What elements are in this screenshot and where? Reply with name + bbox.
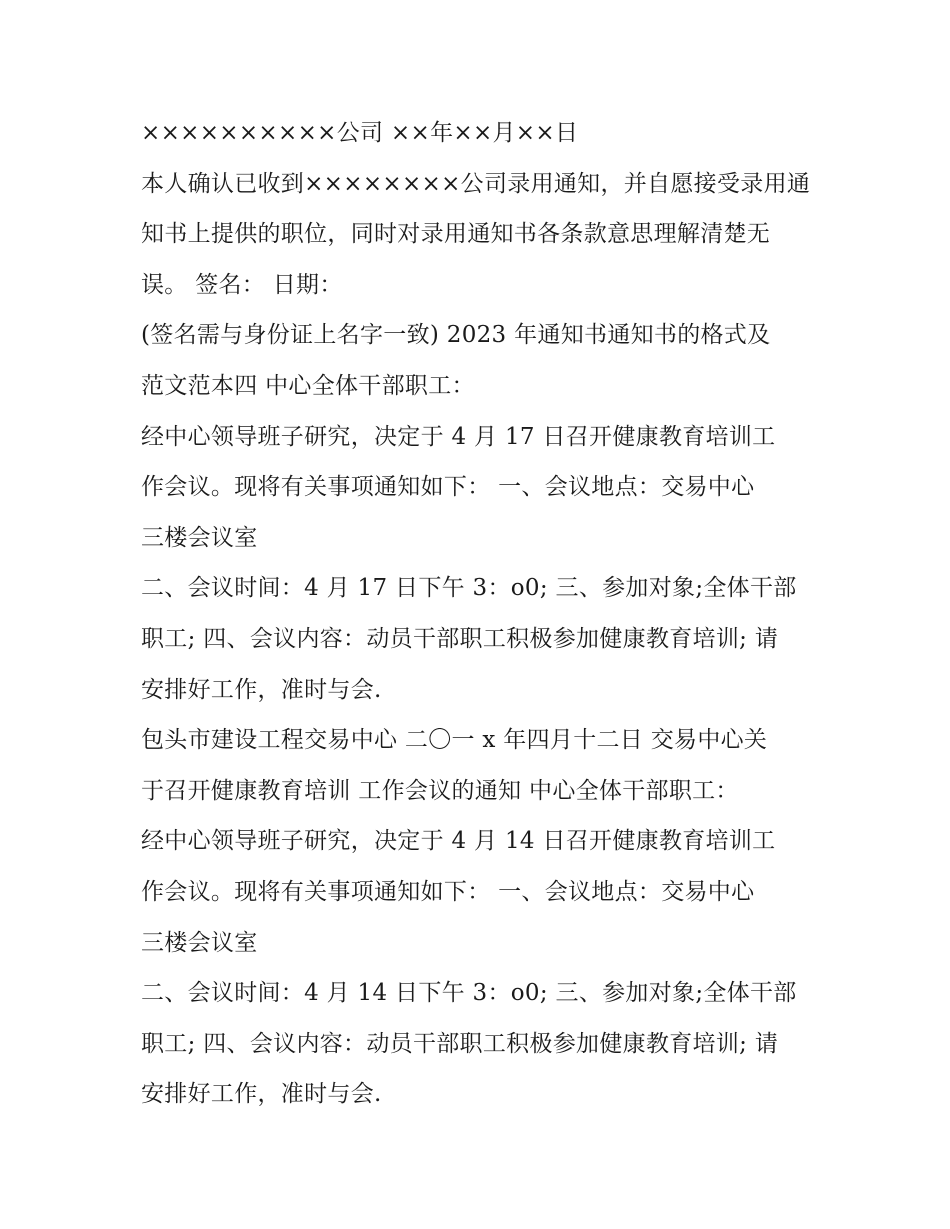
text-line: 安排好工作，准时与会. bbox=[141, 1081, 382, 1108]
text-line: 于召开健康教育培训 工作会议的通知 中心全体干部职工： bbox=[141, 777, 739, 804]
text-line: 误。 签名： 日期： bbox=[141, 271, 343, 298]
text-line: (签名需与身份证上名字一致) 2023 年通知书通知书的格式及 bbox=[141, 322, 771, 349]
text-line: 职工; 四、会议内容：动员干部职工积极参加健康教育培训; 请 bbox=[141, 625, 779, 652]
text-line: 经中心领导班子研究，决定于 4 月 17 日召开健康教育培训工 bbox=[141, 423, 776, 450]
text-line: ××××××××××公司 ××年××月××日 bbox=[141, 120, 579, 146]
text-line: 二、会议时间：4 月 14 日下午 3：o0; 三、参加对象;全体干部 bbox=[141, 980, 797, 1007]
text-line: 安排好工作，准时与会. bbox=[141, 676, 382, 703]
text-line: 三楼会议室 bbox=[141, 929, 258, 956]
text-line: 职工; 四、会议内容：动员干部职工积极参加健康教育培训; 请 bbox=[141, 1030, 779, 1057]
text-line: 三楼会议室 bbox=[141, 524, 258, 551]
document-body bbox=[141, 108, 821, 1120]
text-line: 作会议。现将有关事项通知如下： 一、会议地点：交易中心 bbox=[141, 878, 755, 905]
text-line: 本人确认已收到××××××××公司录用通知，并自愿接受录用通 bbox=[141, 170, 811, 197]
text-line: 二、会议时间：4 月 17 日下午 3：o0; 三、参加对象;全体干部 bbox=[141, 575, 797, 602]
text-line: 知书上提供的职位，同时对录用通知书各条款意思理解清楚无 bbox=[141, 221, 771, 248]
text-line: 范文范本四 中心全体干部职工： bbox=[141, 372, 475, 399]
text-line: 包头市建设工程交易中心 二〇一 x 年四月十二日 交易中心关 bbox=[141, 727, 768, 754]
text-line: 作会议。现将有关事项通知如下： 一、会议地点：交易中心 bbox=[141, 474, 755, 501]
text-line: 经中心领导班子研究，决定于 4 月 14 日召开健康教育培训工 bbox=[141, 828, 776, 855]
